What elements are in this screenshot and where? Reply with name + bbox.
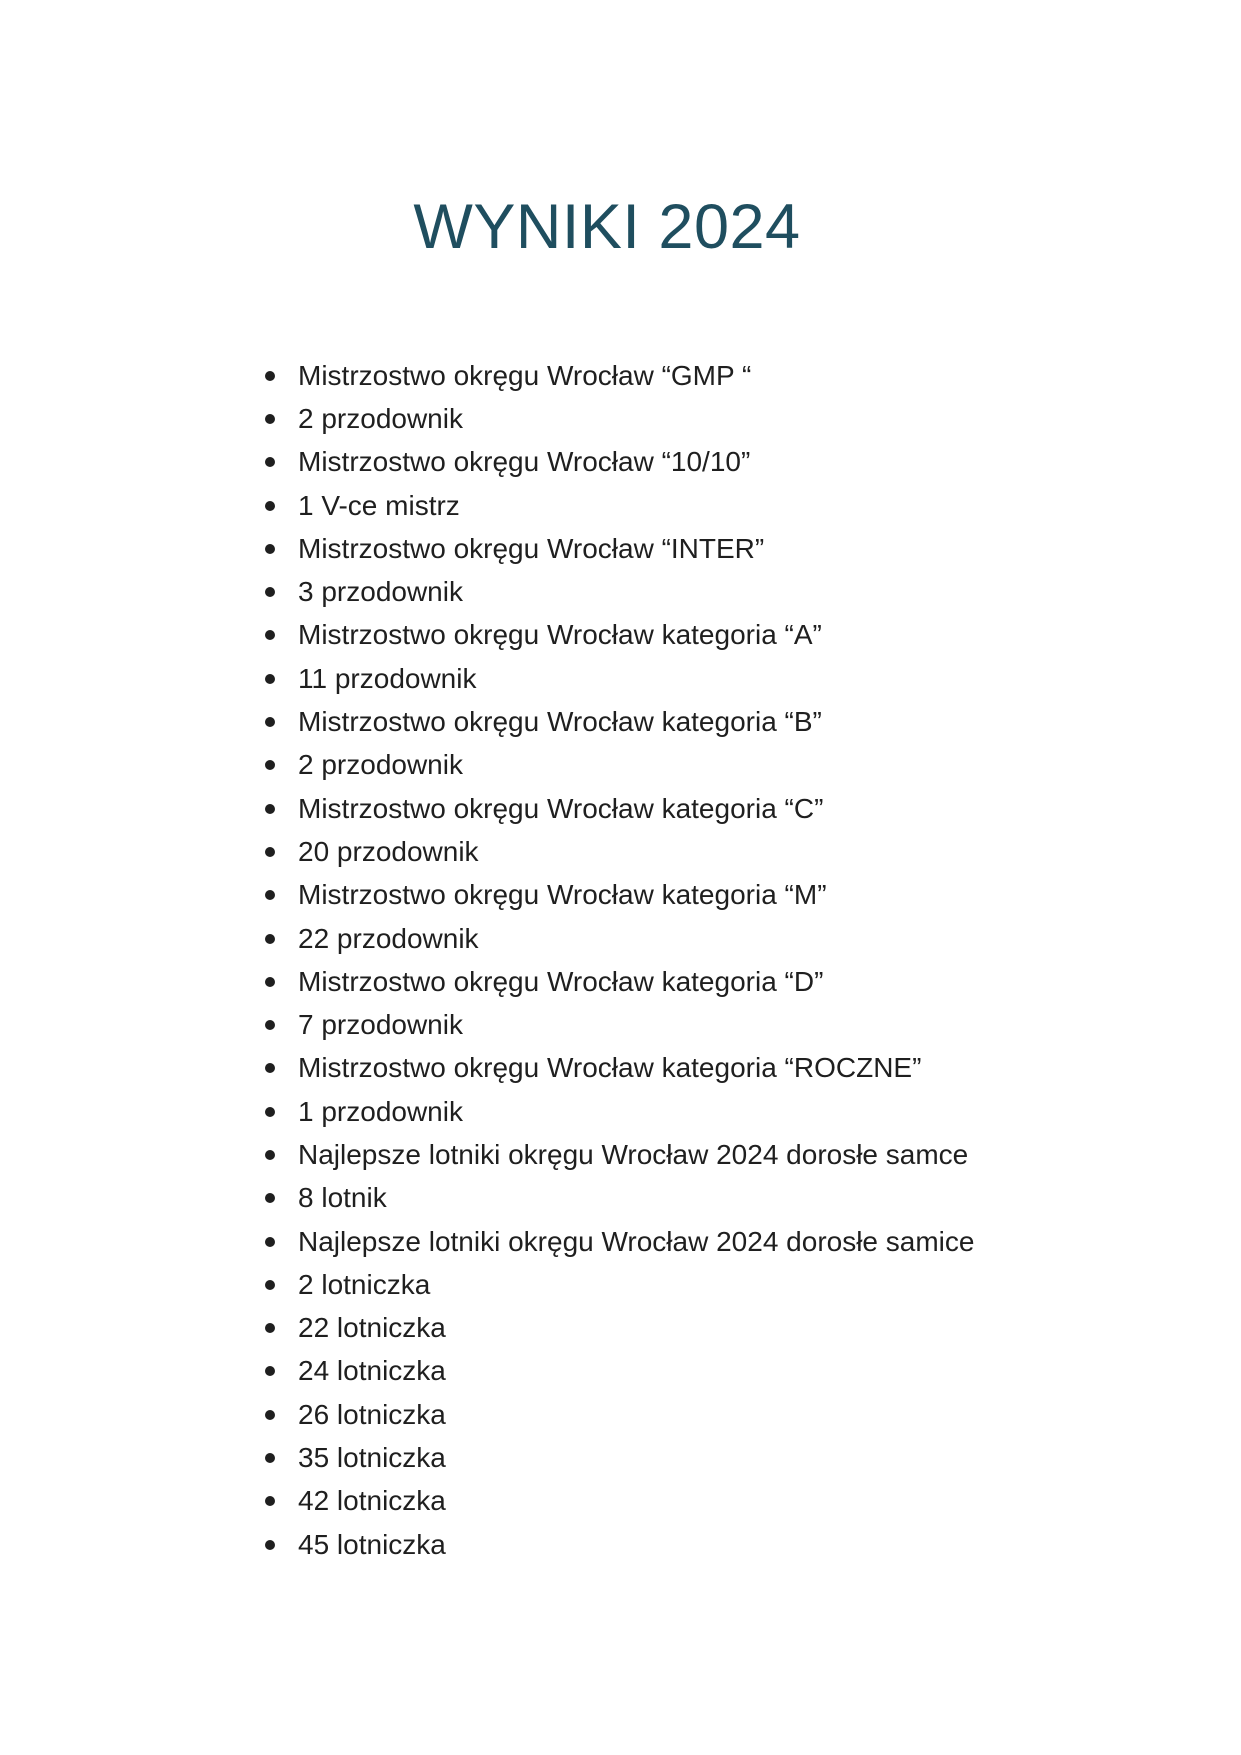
list-item bbox=[0, 354, 1241, 397]
list-item-text: 2 przodownik bbox=[298, 402, 463, 434]
list-item-text: 2 przodownik bbox=[298, 749, 463, 781]
bullet-icon bbox=[265, 1540, 275, 1550]
bullet-icon bbox=[265, 1193, 275, 1203]
list-item-text: Mistrzostwo okręgu Wrocław kategoria “M” bbox=[298, 879, 827, 911]
list-item-text: 11 przodownik bbox=[298, 662, 477, 694]
list-item-text: Najlepsze lotniki okręgu Wrocław 2024 dorosłe samce bbox=[298, 1138, 969, 1170]
bullet-icon bbox=[265, 1496, 275, 1506]
list-item-text: Mistrzostwo okręgu Wrocław kategoria “B” bbox=[298, 706, 822, 738]
bullet-icon bbox=[265, 1410, 275, 1420]
list-item-text: Mistrzostwo okręgu Wrocław kategoria “A” bbox=[298, 619, 822, 651]
list-item-text: 1 V-ce mistrz bbox=[298, 489, 460, 521]
bullet-icon bbox=[265, 1020, 275, 1030]
list-item-text: 22 lotniczka bbox=[298, 1312, 446, 1344]
list-item bbox=[0, 787, 1241, 830]
list-item bbox=[0, 1436, 1241, 1479]
list-item bbox=[0, 484, 1241, 527]
bullet-icon bbox=[265, 934, 275, 944]
bullet-icon bbox=[265, 847, 275, 857]
list-item-text: Mistrzostwo okręgu Wrocław kategoria “C” bbox=[298, 792, 824, 824]
list-item bbox=[0, 744, 1241, 787]
list-item bbox=[0, 960, 1241, 1003]
bullet-icon bbox=[265, 414, 275, 424]
bullet-icon bbox=[265, 457, 275, 467]
bullet-icon bbox=[265, 630, 275, 640]
list-item bbox=[0, 1263, 1241, 1306]
bullet-icon bbox=[265, 501, 275, 511]
list-item-text: 1 przodownik bbox=[298, 1095, 463, 1127]
bullet-icon bbox=[265, 760, 275, 770]
results-list bbox=[0, 354, 1241, 1566]
list-item bbox=[0, 397, 1241, 440]
list-item-text: 45 lotniczka bbox=[298, 1528, 446, 1560]
list-item-text: Mistrzostwo okręgu Wrocław kategoria “D” bbox=[298, 965, 824, 997]
bullet-icon bbox=[265, 890, 275, 900]
document-title: WYNIKI 2024 bbox=[413, 192, 801, 262]
list-item-text: 22 przodownik bbox=[298, 922, 479, 954]
bullet-icon bbox=[265, 1453, 275, 1463]
bullet-icon bbox=[265, 717, 275, 727]
list-item bbox=[0, 1307, 1241, 1350]
list-item bbox=[0, 700, 1241, 743]
bullet-icon bbox=[265, 1150, 275, 1160]
list-item-text: 35 lotniczka bbox=[298, 1442, 446, 1474]
list-item-text: 42 lotniczka bbox=[298, 1485, 446, 1517]
list-item bbox=[0, 1220, 1241, 1263]
bullet-icon bbox=[265, 1323, 275, 1333]
list-item bbox=[0, 570, 1241, 613]
list-item bbox=[0, 527, 1241, 570]
list-item-text: Mistrzostwo okręgu Wrocław “INTER” bbox=[298, 532, 765, 564]
list-item bbox=[0, 1133, 1241, 1176]
list-item bbox=[0, 1090, 1241, 1133]
list-item-text: 7 przodownik bbox=[298, 1009, 463, 1041]
list-item-text: 2 lotniczka bbox=[298, 1268, 431, 1300]
list-item bbox=[0, 1177, 1241, 1220]
list-item-text: 8 lotnik bbox=[298, 1182, 387, 1214]
list-item-text: 20 przodownik bbox=[298, 835, 479, 867]
list-item bbox=[0, 874, 1241, 917]
list-item bbox=[0, 1047, 1241, 1090]
list-item bbox=[0, 1393, 1241, 1436]
list-item bbox=[0, 830, 1241, 873]
list-item bbox=[0, 1350, 1241, 1393]
bullet-icon bbox=[265, 1237, 275, 1247]
list-item bbox=[0, 1480, 1241, 1523]
list-item-text: Mistrzostwo okręgu Wrocław kategoria “ROCZNE” bbox=[298, 1052, 922, 1084]
list-item-text: Najlepsze lotniki okręgu Wrocław 2024 dorosłe samice bbox=[298, 1225, 975, 1257]
bullet-icon bbox=[265, 1063, 275, 1073]
bullet-icon bbox=[265, 371, 275, 381]
bullet-icon bbox=[265, 1280, 275, 1290]
list-item bbox=[0, 1003, 1241, 1046]
bullet-icon bbox=[265, 804, 275, 814]
bullet-icon bbox=[265, 1107, 275, 1117]
bullet-icon bbox=[265, 674, 275, 684]
list-item bbox=[0, 614, 1241, 657]
list-item-text: Mistrzostwo okręgu Wrocław “GMP “ bbox=[298, 359, 752, 391]
list-item-text: 3 przodownik bbox=[298, 576, 463, 608]
list-item bbox=[0, 441, 1241, 484]
list-item bbox=[0, 657, 1241, 700]
bullet-icon bbox=[265, 1366, 275, 1376]
list-item-text: Mistrzostwo okręgu Wrocław “10/10” bbox=[298, 446, 751, 478]
list-item-text: 26 lotniczka bbox=[298, 1398, 446, 1430]
bullet-icon bbox=[265, 977, 275, 987]
bullet-icon bbox=[265, 544, 275, 554]
list-item bbox=[0, 917, 1241, 960]
list-item-text: 24 lotniczka bbox=[298, 1355, 446, 1387]
list-item bbox=[0, 1523, 1241, 1566]
bullet-icon bbox=[265, 587, 275, 597]
